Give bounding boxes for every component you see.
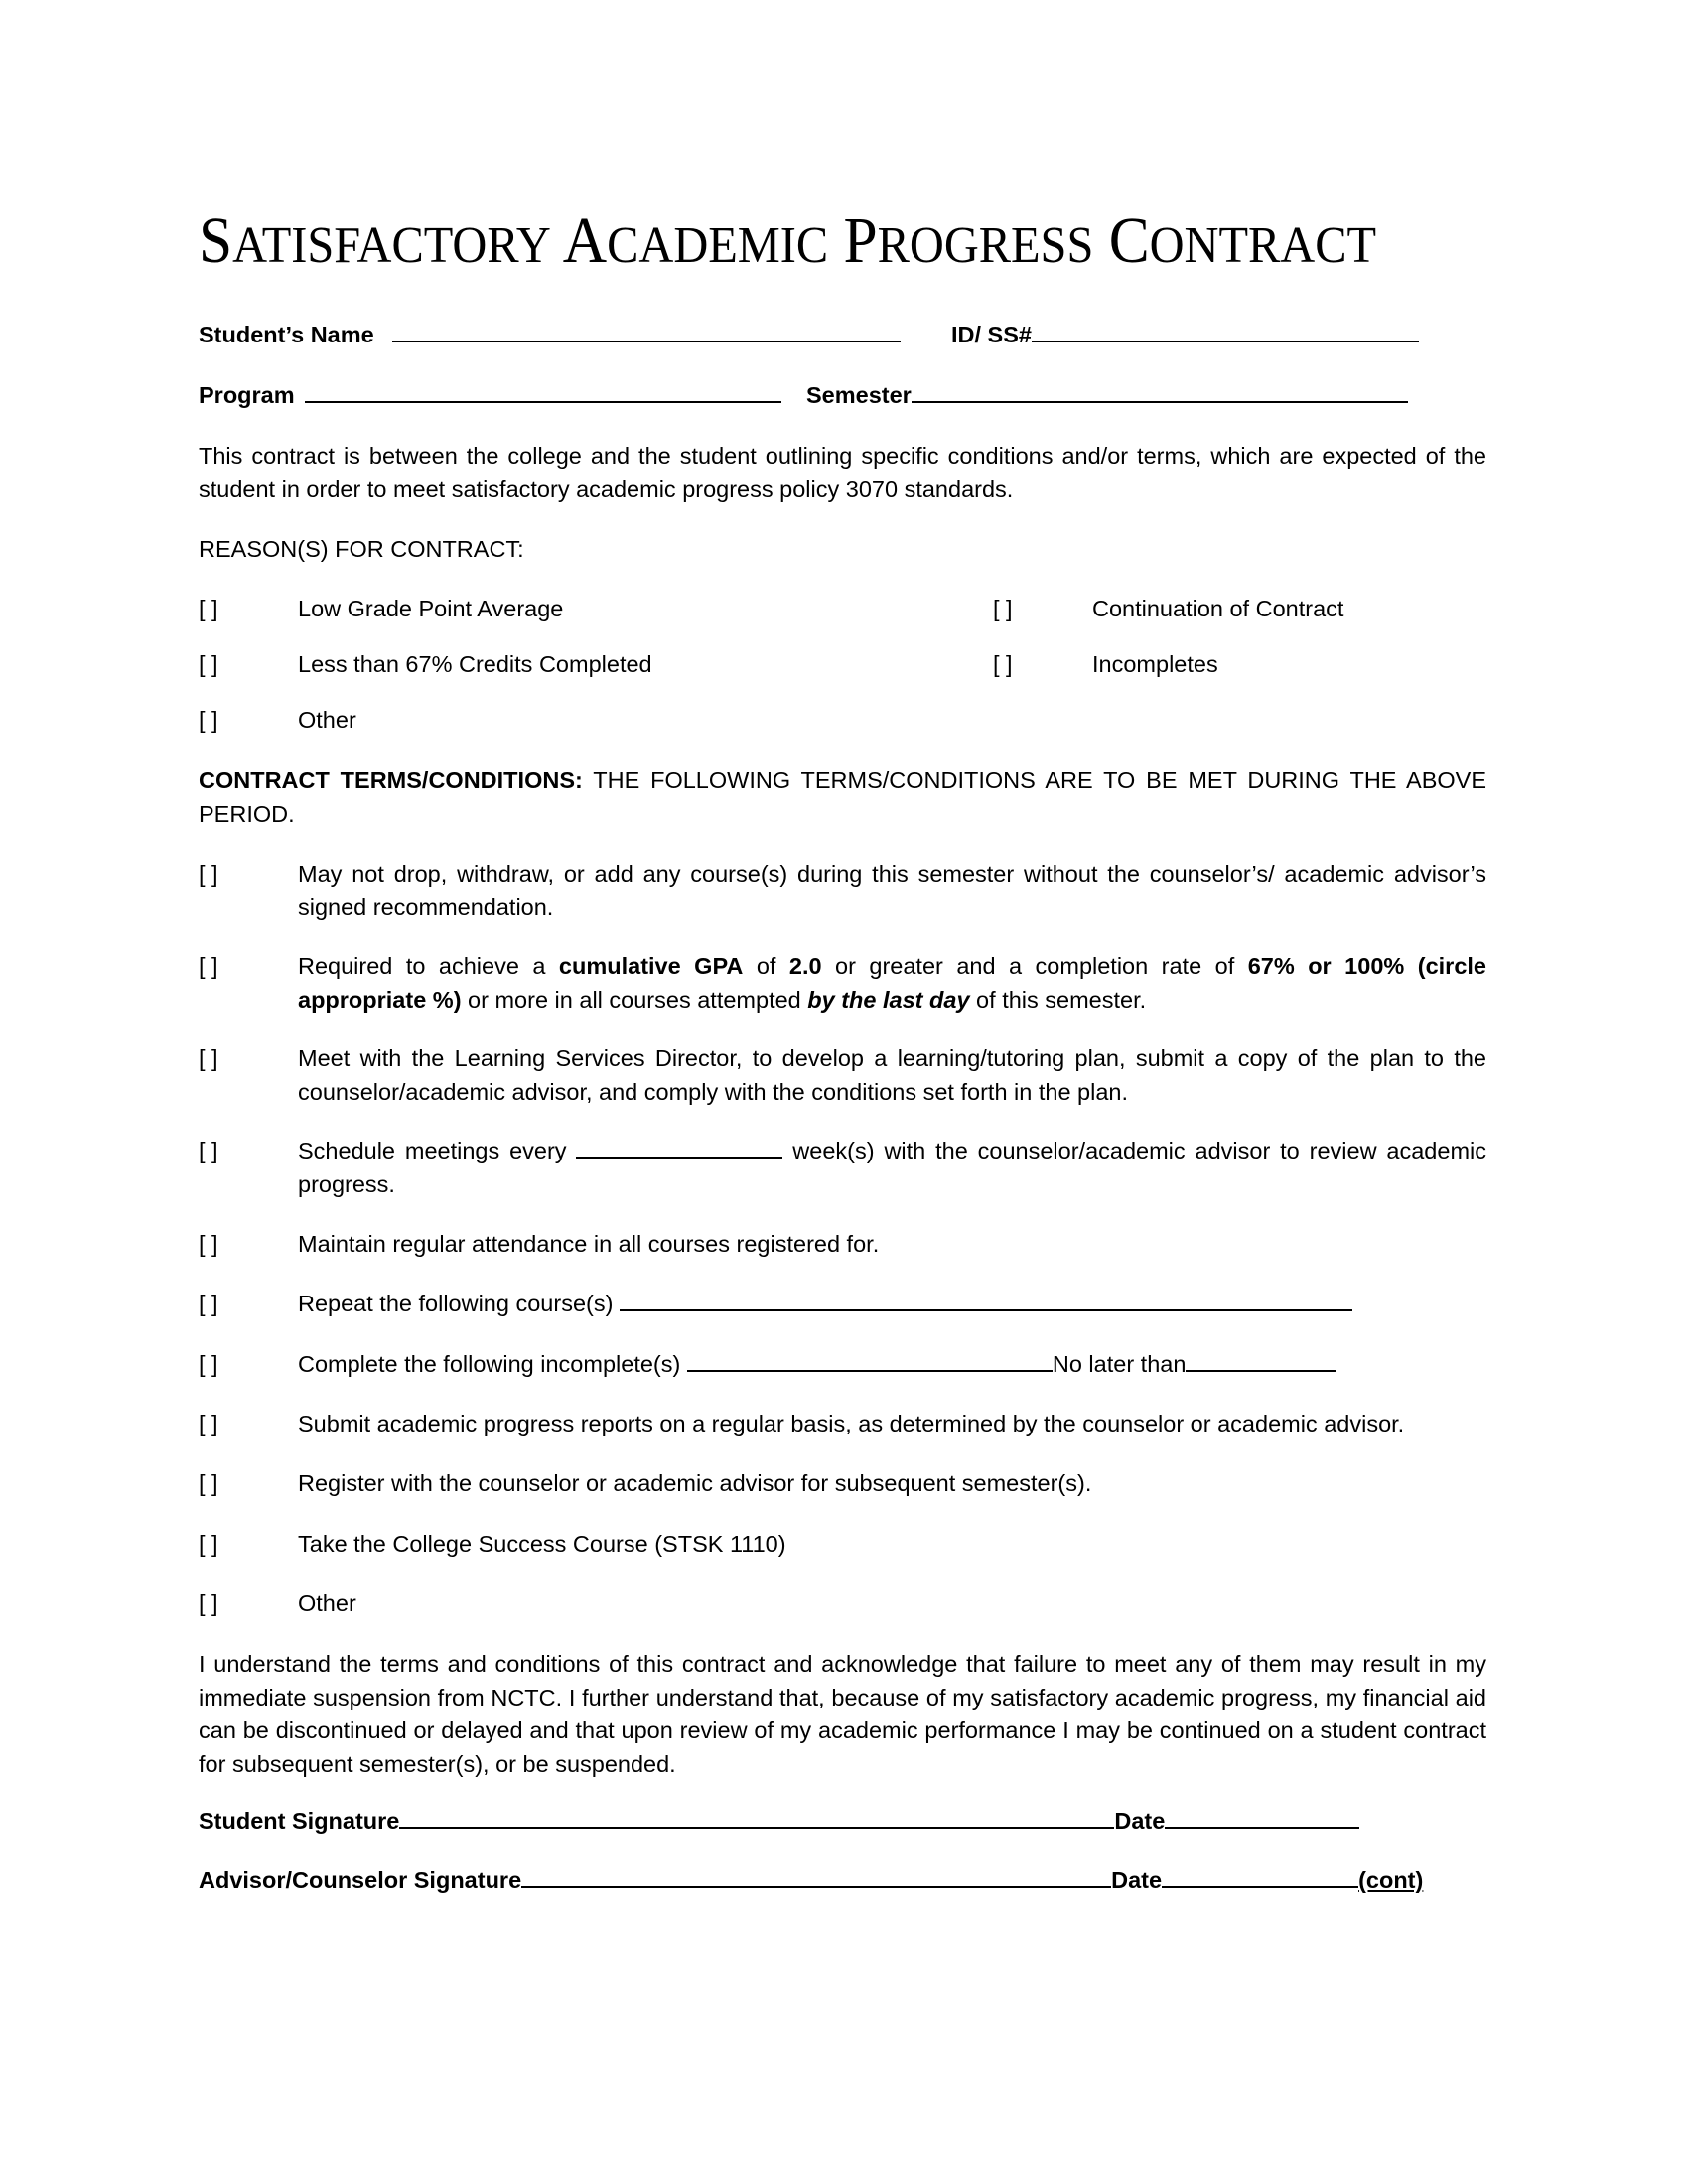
term-text: Take the College Success Course (STSK 1110)	[298, 1531, 786, 1557]
checkbox[interactable]: [ ]	[199, 1590, 218, 1616]
term-text: Schedule meetings every week(s) with the counselor/academic advisor to review academic progress.	[298, 1138, 1486, 1197]
term-text: Complete the following incomplete(s) No later than	[298, 1348, 1486, 1382]
checkbox[interactable]: [ ]	[199, 1045, 218, 1071]
checkbox[interactable]: [ ]	[199, 1231, 218, 1257]
checkbox[interactable]: [ ]	[199, 1531, 218, 1557]
title-word: PROGRESS	[843, 205, 1094, 277]
program-field[interactable]	[305, 381, 781, 403]
semester-label: Semester	[806, 382, 912, 408]
no-later-than-field[interactable]	[1186, 1352, 1336, 1372]
page-title	[199, 204, 1396, 279]
weeks-field[interactable]	[576, 1139, 782, 1159]
title-word: CONTRACT	[1108, 205, 1377, 277]
id-field[interactable]	[1032, 321, 1419, 342]
advisor-signature-label: Advisor/Counselor Signature	[199, 1867, 522, 1893]
terms-heading: CONTRACT TERMS/CONDITIONS: THE FOLLOWING TERMS/CONDITIONS ARE TO BE MET DURING THE ABOVE PERIOD.	[199, 767, 1486, 827]
term-text: Meet with the Learning Services Director, to develop a learning/tutoring plan, submit a copy of the plan to the counselor/academic advisor, and comply with the conditions set forth in the plan.	[298, 1045, 1486, 1105]
term-item	[199, 1408, 1486, 1441]
student-name-label: Student’s Name	[199, 322, 374, 347]
program-row	[199, 379, 781, 412]
checkbox[interactable]: [ ]	[199, 596, 218, 621]
reason-credits: Less than 67% Credits Completed	[298, 651, 652, 677]
term-item	[199, 1135, 1486, 1201]
student-date-field[interactable]	[1165, 1807, 1359, 1829]
student-signature-label: Student Signature	[199, 1808, 400, 1834]
checkbox[interactable]: [ ]	[199, 1470, 218, 1496]
term-text: Repeat the following course(s)	[298, 1288, 1486, 1321]
reason-incompletes: Incompletes	[1092, 651, 1218, 677]
term-item	[199, 1587, 1486, 1621]
reasons-heading: REASON(S) FOR CONTRACT:	[199, 536, 524, 562]
checkbox[interactable]: [ ]	[993, 596, 1013, 621]
reason-other: Other	[298, 707, 356, 733]
reason-continuation: Continuation of Contract	[1092, 596, 1344, 621]
checkbox[interactable]: [ ]	[199, 1138, 218, 1163]
semester-row	[806, 379, 1408, 412]
term-item	[199, 950, 1486, 1017]
title-word: SATISFACTORY	[199, 205, 551, 277]
id-label: ID/ SS#	[951, 322, 1032, 347]
term-text: Other	[298, 1590, 356, 1616]
advisor-date-field[interactable]	[1162, 1866, 1358, 1888]
continued-label: (cont)	[1358, 1867, 1424, 1893]
program-label: Program	[199, 382, 295, 408]
term-item	[199, 1288, 1486, 1321]
student-signature-field[interactable]	[399, 1807, 1114, 1829]
title-word: ACADEMIC	[562, 205, 829, 277]
term-item	[199, 1467, 1486, 1501]
intro-paragraph: This contract is between the college and the student outlining specific conditions and/or terms, which are expected of the student in order to meet satisfactory academic progress policy 3070 standards.	[199, 443, 1486, 502]
term-text: Required to achieve a cumulative GPA of 2.0 or greater and a completion rate of 67% or 100% (circle appropriate %) or more in all courses attempted by the last day of this semester.	[298, 953, 1486, 1013]
term-item	[199, 1528, 1486, 1562]
checkbox[interactable]: [ ]	[199, 1351, 218, 1377]
reason-low-gpa: Low Grade Point Average	[298, 596, 564, 621]
term-item	[199, 1042, 1486, 1109]
checkbox[interactable]: [ ]	[993, 651, 1013, 677]
term-text: Register with the counselor or academic advisor for subsequent semester(s).	[298, 1470, 1092, 1496]
term-text: May not drop, withdraw, or add any course(s) during this semester without the counselor’s/ academic advisor’s signed recommendation.	[298, 861, 1486, 920]
incompletes-field[interactable]	[687, 1352, 1053, 1372]
term-text: Submit academic progress reports on a regular basis, as determined by the counselor or academic advisor.	[298, 1411, 1405, 1436]
id-row	[951, 319, 1419, 351]
checkbox[interactable]: [ ]	[199, 861, 218, 887]
term-text: Maintain regular attendance in all courses registered for.	[298, 1231, 880, 1257]
acknowledgement-paragraph: I understand the terms and conditions of this contract and acknowledge that failure to meet any of them may result in my immediate suspension from NCTC. I further understand that, because of my satisfactory academic progress, my financial aid can be discontinued or delayed and that upon review of my academic performance I may be continued on a student contract for subsequent semester(s), or be suspended.	[199, 1651, 1486, 1777]
advisor-signature-field[interactable]	[521, 1866, 1111, 1888]
checkbox[interactable]: [ ]	[199, 707, 218, 733]
date-label: Date	[1114, 1808, 1166, 1834]
checkbox[interactable]: [ ]	[199, 953, 218, 979]
checkbox[interactable]: [ ]	[199, 651, 218, 677]
term-item	[199, 1348, 1486, 1382]
checkbox[interactable]: [ ]	[199, 1291, 218, 1316]
student-name-row	[199, 319, 901, 351]
student-signature-row	[199, 1805, 1359, 1838]
repeat-courses-field[interactable]	[620, 1292, 1352, 1311]
advisor-signature-row	[199, 1864, 1423, 1897]
term-item	[199, 858, 1486, 924]
term-item	[199, 1228, 1486, 1262]
semester-field[interactable]	[912, 381, 1408, 403]
checkbox[interactable]: [ ]	[199, 1411, 218, 1436]
student-name-field[interactable]	[392, 321, 901, 342]
date-label: Date	[1111, 1867, 1163, 1893]
